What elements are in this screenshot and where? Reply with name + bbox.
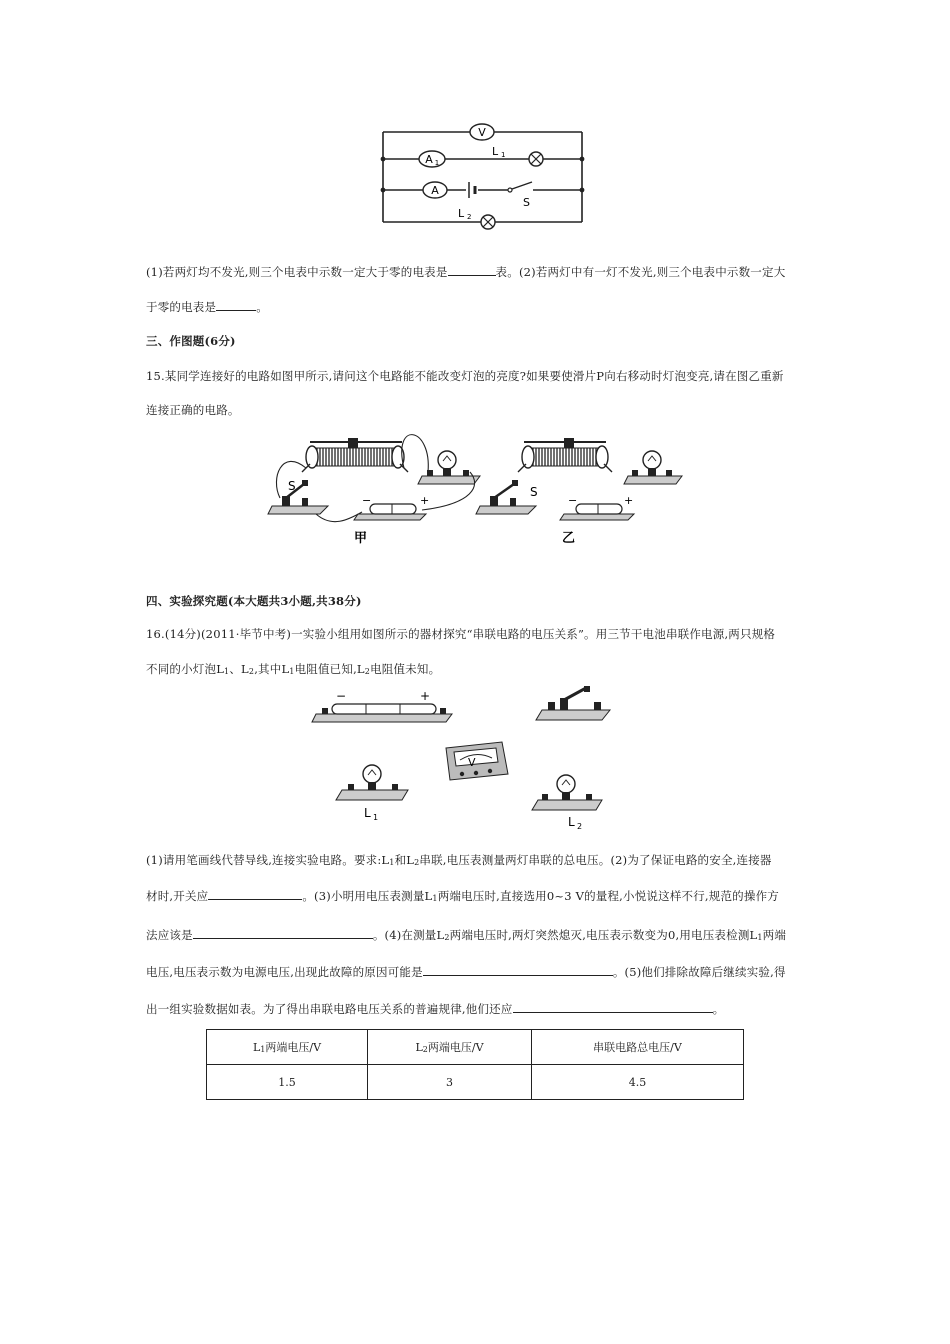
svg-text:S: S	[530, 485, 538, 499]
answer-blank[interactable]	[423, 962, 613, 976]
svg-text:2: 2	[577, 822, 583, 831]
svg-text:2: 2	[467, 213, 472, 221]
svg-text:A: A	[425, 153, 433, 166]
lamp-l2-symbol	[481, 215, 495, 229]
voltage-data-table	[206, 1029, 744, 1100]
battery-yi	[560, 494, 634, 520]
q16-answer-line-5: 出一组实验数据如表。为了得出串联电路电压关系的普遍规律,他们还应 。	[146, 999, 806, 1019]
svg-text:+: +	[420, 689, 431, 703]
answer-blank[interactable]	[216, 297, 256, 311]
apparatus-figure-jia-yi	[262, 428, 702, 556]
lamp-l2	[532, 775, 602, 831]
q14-line-1: (1)若两灯均不发光,则三个电表中示数一定大于零的电表是 表。(2)若两灯中有一灯不发光,则三个电表中示数一定大	[146, 262, 806, 282]
q16-answer-line-1: (1)请用笔画线代替导线,连接实验电路。要求:L1和L2串联,电压表测量两灯串联的总电压。(2)为了保证电路的安全,连接器	[146, 853, 772, 867]
switch	[536, 686, 610, 720]
svg-text:+: +	[624, 494, 634, 507]
q16-answer-line-3: 法应该是 。(4)在测量L2两端电压时,两灯突然熄灭,电压表示数变为0,用电压表检测L1两端	[146, 925, 806, 948]
ammeter-a-symbol	[423, 182, 447, 198]
svg-text:S: S	[288, 479, 296, 493]
l2-label: L	[458, 207, 465, 220]
svg-text:V: V	[478, 126, 486, 139]
cell-total-voltage: 4.5	[532, 1065, 744, 1100]
section-3-heading: 三、作图题(6分)	[146, 334, 236, 348]
cell-l1-voltage: 1.5	[207, 1065, 368, 1100]
header-total-voltage: 串联电路总电压/V	[532, 1030, 744, 1065]
svg-text:+: +	[420, 494, 430, 507]
svg-text:L: L	[364, 806, 371, 820]
voltmeter-symbol	[470, 124, 494, 140]
switch-yi	[476, 480, 538, 514]
battery-pack	[312, 689, 452, 722]
ammeter-a1-symbol	[419, 151, 445, 167]
rheostat-jia	[302, 438, 408, 472]
lamp-l1	[336, 765, 408, 822]
svg-text:A: A	[431, 184, 439, 197]
answer-blank[interactable]	[448, 262, 496, 276]
circuit-diagram	[370, 118, 600, 238]
answer-blank[interactable]	[208, 886, 302, 900]
battery-symbol	[469, 182, 475, 198]
apparatus-figure-q16	[310, 686, 620, 834]
q16-answer-line-2: 材时,开关应 。(3)小明用电压表测量L1两端电压时,直接选用0~3 V的量程,小悦说这样不行,规范的操作方	[146, 886, 806, 909]
switch-symbol	[508, 182, 532, 209]
q15-line-1: 15.某同学连接好的电路如图甲所示,请问这个电路能不能改变灯泡的亮度?如果要使滑片P向右移动时灯泡变亮,请在图乙重新	[146, 369, 784, 383]
rheostat-yi	[518, 438, 612, 472]
svg-text:1: 1	[501, 151, 506, 159]
svg-text:V: V	[468, 756, 476, 769]
svg-text:1: 1	[373, 813, 379, 822]
table-row	[207, 1065, 744, 1100]
svg-text:−: −	[336, 689, 347, 703]
svg-text:−: −	[362, 494, 372, 507]
battery-jia	[354, 494, 429, 520]
q16-line-1: 16.(14分)(2011·毕节中考)一实验小组用如图所示的器材探究“串联电路的电压关系”。用三节干电池串联作电源,两只规格	[146, 627, 776, 641]
svg-text:S: S	[523, 196, 530, 209]
answer-blank[interactable]	[513, 999, 713, 1013]
q15-line-2: 连接正确的电路。	[146, 403, 240, 417]
lamp-yi	[624, 451, 682, 484]
l1-label: L	[492, 145, 499, 158]
q16-line-2: 不同的小灯泡L1、L2,其中L1电阻值已知,L2电阻值未知。	[146, 662, 441, 676]
header-l1-voltage: L1两端电压/V	[207, 1030, 368, 1065]
cell-l2-voltage: 3	[368, 1065, 532, 1100]
q14-line-2: 于零的电表是 。	[146, 297, 806, 317]
answer-blank[interactable]	[193, 925, 373, 939]
svg-text:−: −	[568, 494, 578, 507]
figure-label-jia: 甲	[354, 531, 368, 546]
svg-text:L: L	[568, 815, 575, 829]
lamp-l1-symbol	[529, 152, 543, 166]
voltmeter	[446, 742, 508, 780]
q16-answer-line-4: 电压,电压表示数为电源电压,出现此故障的原因可能是 。(5)他们排除故障后继续实验,得	[146, 962, 806, 982]
table-header-row	[207, 1030, 744, 1065]
figure-label-yi: 乙	[562, 531, 576, 546]
section-4-heading: 四、实验探究题(本大题共3小题,共38分)	[146, 594, 362, 608]
svg-text:1: 1	[434, 159, 440, 167]
header-l2-voltage: L2两端电压/V	[368, 1030, 532, 1065]
